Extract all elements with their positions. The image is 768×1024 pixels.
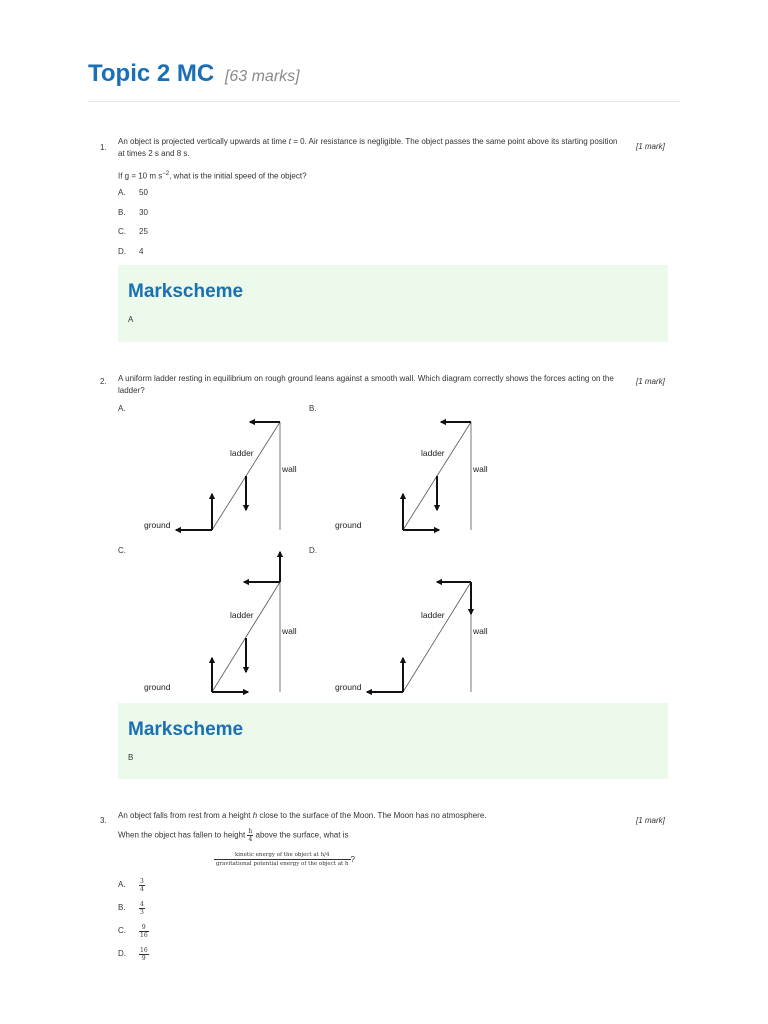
option-value: 30 [139,208,148,217]
fraction-numerator: 4 [140,901,144,908]
diagram-d[interactable] [331,548,491,698]
ground-label: ground [335,520,362,530]
fraction-numerator: 16 [140,947,148,954]
option-value: 25 [139,227,148,236]
ladder-label: ladder [230,448,254,458]
fraction-denominator: 16 [140,932,148,939]
q1-exponent: −2 [162,171,170,177]
diagram-a-letter: A. [118,404,126,413]
diagram-d-letter: D. [309,546,317,555]
option-fraction [139,924,149,939]
wall-label: wall [473,626,488,636]
diagram-b[interactable] [331,414,491,536]
question-2-mark: [1 mark] [636,377,665,386]
ground-label: ground [144,520,171,530]
q2-markscheme [118,703,668,779]
q1-markscheme [118,265,668,342]
option-letter: D. [118,949,126,958]
ratio-numerator: kinetic energy of the object at h/4 [214,852,351,860]
markscheme-title: Markscheme [128,719,244,740]
q1-option-d[interactable] [118,247,144,256]
option-fraction [139,901,145,916]
q3-prompt-part: above the surface, what is [253,830,349,840]
ground-label: ground [144,682,171,692]
fraction-denominator: 3 [140,909,144,916]
q3-prompt-part: When the object has fallen to height [118,830,248,840]
question-2-number: 2. [100,377,107,386]
question-3-mark: [1 mark] [636,816,665,825]
fraction-numerator: 9 [139,924,149,932]
fraction-denominator: 9 [141,955,146,962]
total-marks: [63 marks] [224,68,300,85]
ladder-label: ladder [421,610,445,620]
question-1-mark: [1 mark] [636,142,665,151]
option-letter: C. [118,227,126,236]
q1-option-b[interactable] [118,208,148,217]
option-letter: D. [118,247,126,256]
question-1-prompt [118,168,618,183]
question-3-text [118,810,618,822]
q3-option-c[interactable] [118,924,148,939]
wall-label: wall [473,464,488,474]
ratio-denominator: gravitational potential energy of the object at h [216,861,349,867]
fraction-denominator: 4 [248,836,253,843]
wall-label: wall [282,464,297,474]
fraction-denominator: 4 [140,886,144,893]
q3-text-part: An object falls from rest from a height [118,811,253,820]
energy-ratio-expression [214,852,355,867]
q1-variable-t: t [288,137,291,146]
page-title [88,60,300,88]
q1-option-a[interactable] [118,188,148,197]
fraction-numerator: h [248,828,253,835]
q1-text-part: = 0. Air resistance is negligible. The object passes the same point above its starting position at times 2 s and 8 s. [118,137,618,158]
option-value: 4 [139,247,144,256]
q1-prompt-part: If g = 10 m s [118,171,163,181]
fraction-numerator: 3 [140,878,144,885]
q3-text-part: close to the surface of the Moon. The Moon has no atmosphere. [257,811,487,820]
q1-option-c[interactable] [118,227,148,236]
option-fraction [139,947,149,962]
ladder-line [403,582,471,692]
option-value: 50 [139,188,148,197]
q3-option-d[interactable] [118,947,148,962]
ground-label: ground [335,682,362,692]
question-3-number: 3. [100,816,107,825]
ladder-line [212,582,280,692]
ladder-label: ladder [230,610,254,620]
question-1-text [118,136,618,160]
option-letter: B. [118,208,126,217]
diagram-a[interactable] [140,414,300,536]
option-fraction [139,878,145,893]
diagram-c-letter: C. [118,546,126,555]
ladder-label: ladder [421,448,445,458]
page-title-text: Topic 2 MC [88,60,215,87]
markscheme-answer: A [128,315,134,324]
option-letter: A. [118,880,126,889]
markscheme-title: Markscheme [128,281,244,302]
option-letter: C. [118,926,126,935]
ratio-question-mark: ? [350,855,355,864]
option-letter: A. [118,188,126,197]
header-divider [88,101,680,102]
q3-option-b[interactable] [118,901,144,916]
diagram-b-letter: B. [309,404,317,413]
q3-variable-h: h [252,811,258,820]
q1-prompt-part: , what is the initial speed of the object? [169,171,307,181]
diagram-c[interactable] [140,548,300,698]
option-letter: B. [118,903,126,912]
question-1-number: 1. [100,143,107,152]
q1-text-part: An object is projected vertically upwards at time [118,137,289,146]
q3-option-a[interactable] [118,878,144,893]
question-3-prompt [118,828,618,843]
markscheme-answer: B [128,753,134,762]
question-2-text: A uniform ladder resting in equilibrium on rough ground leans against a smooth wall. Which diagram correctly shows the forces acting on the ladder? [118,374,614,395]
wall-label: wall [282,626,297,636]
